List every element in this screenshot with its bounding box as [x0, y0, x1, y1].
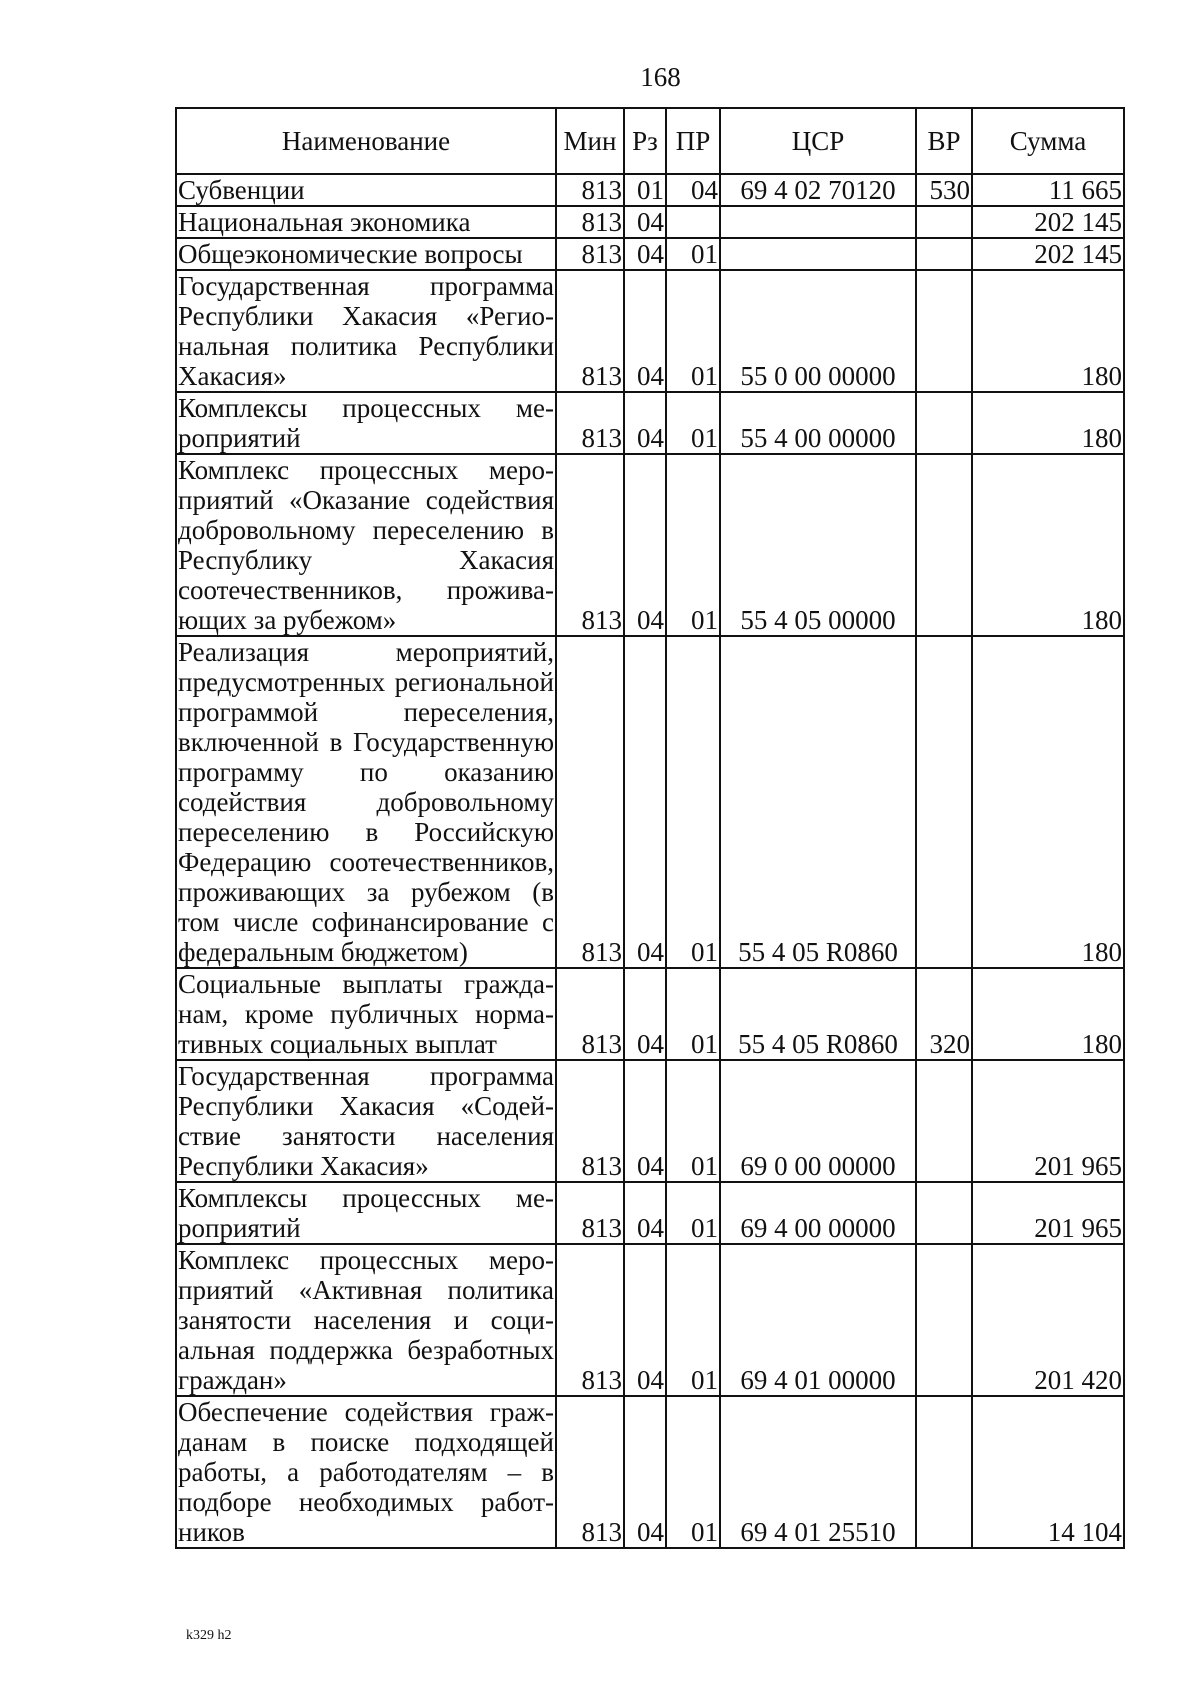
cell-csr: 55 4 00 00000 [720, 392, 916, 454]
table-row [176, 1060, 1124, 1182]
cell-vr: 530 [916, 174, 972, 206]
cell-pr: 01 [666, 1396, 720, 1548]
cell-sum: 180 [972, 454, 1124, 636]
cell-csr: 69 4 01 00000 [720, 1244, 916, 1396]
cell-csr: 69 4 01 25510 [720, 1396, 916, 1548]
cell-csr: 69 4 02 70120 [720, 174, 916, 206]
cell-rz: 04 [624, 270, 666, 392]
header-sum: Сумма [972, 108, 1124, 174]
cell-rz: 04 [624, 1244, 666, 1396]
cell-min: 813 [556, 636, 624, 968]
cell-sum: 201 420 [972, 1244, 1124, 1396]
cell-min: 813 [556, 392, 624, 454]
cell-sum: 201 965 [972, 1060, 1124, 1182]
cell-pr: 01 [666, 270, 720, 392]
cell-csr [720, 238, 916, 270]
cell-sum: 14 104 [972, 1396, 1124, 1548]
cell-name: Комплекс процессных мероприятий «Активная политика занятости населения и социальная поддержка безработных граждан» [178, 1245, 554, 1395]
cell-name: Национальная экономика [176, 206, 556, 238]
cell-rz: 04 [624, 1396, 666, 1548]
cell-vr [916, 206, 972, 238]
cell-min: 813 [556, 238, 624, 270]
cell-vr [916, 392, 972, 454]
cell-csr: 69 4 00 00000 [720, 1182, 916, 1244]
cell-rz: 01 [624, 174, 666, 206]
cell-sum: 11 665 [972, 174, 1124, 206]
cell-name: Государственная программа Республики Хакасия «Региональная политика Республики Хакасия» [178, 271, 554, 391]
cell-sum: 202 145 [972, 238, 1124, 270]
table-row [176, 392, 1124, 454]
cell-rz: 04 [624, 454, 666, 636]
table-row [176, 1182, 1124, 1244]
cell-csr: 55 4 05 R0860 [720, 636, 916, 968]
header-name: Наименование [176, 108, 556, 174]
cell-name: Субвенции [176, 174, 556, 206]
cell-sum: 180 [972, 392, 1124, 454]
footer-code: k329 h2 [186, 1628, 232, 1643]
header-min: Мин [556, 108, 624, 174]
cell-name: Комплекс процессных мероприятий «Оказание содействия добровольному переселению в Республику Хакасия соотечественников, проживающих за рубежом» [178, 455, 554, 635]
table-row [176, 1396, 1124, 1548]
cell-csr [720, 206, 916, 238]
cell-csr: 55 4 05 00000 [720, 454, 916, 636]
header-rz: Рз [624, 108, 666, 174]
cell-pr [666, 206, 720, 238]
cell-rz: 04 [624, 206, 666, 238]
cell-vr [916, 636, 972, 968]
cell-rz: 04 [624, 968, 666, 1060]
table-row [176, 636, 1124, 968]
cell-pr: 01 [666, 1182, 720, 1244]
cell-rz: 04 [624, 238, 666, 270]
cell-sum: 202 145 [972, 206, 1124, 238]
cell-vr [916, 1182, 972, 1244]
cell-vr [916, 270, 972, 392]
cell-min: 813 [556, 1244, 624, 1396]
page-number: 168 [640, 62, 681, 92]
cell-vr [916, 1244, 972, 1396]
cell-rz: 04 [624, 1060, 666, 1182]
cell-pr: 04 [666, 174, 720, 206]
cell-pr: 01 [666, 1244, 720, 1396]
cell-name: Государственная программа Республики Хакасия «Содействие занятости населения Республики Хакасия» [178, 1061, 554, 1181]
cell-pr: 01 [666, 238, 720, 270]
cell-vr [916, 1396, 972, 1548]
table-row [176, 1244, 1124, 1396]
cell-min: 813 [556, 454, 624, 636]
table-row [176, 238, 1124, 270]
cell-min: 813 [556, 270, 624, 392]
cell-pr: 01 [666, 636, 720, 968]
cell-min: 813 [556, 1060, 624, 1182]
cell-name: Реализация мероприятий, предусмотренных региональной программой переселения, включенной в Государственную программу по оказанию содействия добровольному переселению в Российскую Федерацию соотечественников, проживающих за рубежом (в том числе софинансирование с федеральным бюджетом) [178, 637, 554, 967]
budget-table [175, 107, 1125, 1549]
cell-pr: 01 [666, 1060, 720, 1182]
table-row [176, 206, 1124, 238]
cell-csr: 55 0 00 00000 [720, 270, 916, 392]
cell-name: Комплексы процессных мероприятий [178, 393, 554, 453]
cell-rz: 04 [624, 1182, 666, 1244]
header-vr: ВР [916, 108, 972, 174]
cell-min: 813 [556, 1396, 624, 1548]
cell-pr: 01 [666, 454, 720, 636]
cell-vr [916, 1060, 972, 1182]
cell-csr: 55 4 05 R0860 [720, 968, 916, 1060]
cell-pr: 01 [666, 392, 720, 454]
cell-vr: 320 [916, 968, 972, 1060]
table-header-row [176, 108, 1124, 174]
cell-vr [916, 454, 972, 636]
cell-csr: 69 0 00 00000 [720, 1060, 916, 1182]
cell-vr [916, 238, 972, 270]
header-pr: ПР [666, 108, 720, 174]
table-body [176, 174, 1124, 1548]
cell-min: 813 [556, 174, 624, 206]
cell-sum: 201 965 [972, 1182, 1124, 1244]
cell-rz: 04 [624, 392, 666, 454]
header-csr: ЦСР [720, 108, 916, 174]
cell-name: Обеспечение содействия гражданам в поиске подходящей работы, а работодателям – в подборе необходимых работников [178, 1397, 554, 1547]
table-row [176, 174, 1124, 206]
table-row [176, 454, 1124, 636]
cell-min: 813 [556, 206, 624, 238]
cell-sum: 180 [972, 270, 1124, 392]
table-row [176, 270, 1124, 392]
cell-name: Общеэкономические вопросы [176, 238, 556, 270]
cell-min: 813 [556, 968, 624, 1060]
cell-sum: 180 [972, 968, 1124, 1060]
cell-rz: 04 [624, 636, 666, 968]
cell-min: 813 [556, 1182, 624, 1244]
cell-name: Комплексы процессных мероприятий [178, 1183, 554, 1243]
cell-name: Социальные выплаты гражданам, кроме публичных нормативных социальных выплат [178, 969, 554, 1059]
table-row [176, 968, 1124, 1060]
cell-sum: 180 [972, 636, 1124, 968]
cell-pr: 01 [666, 968, 720, 1060]
